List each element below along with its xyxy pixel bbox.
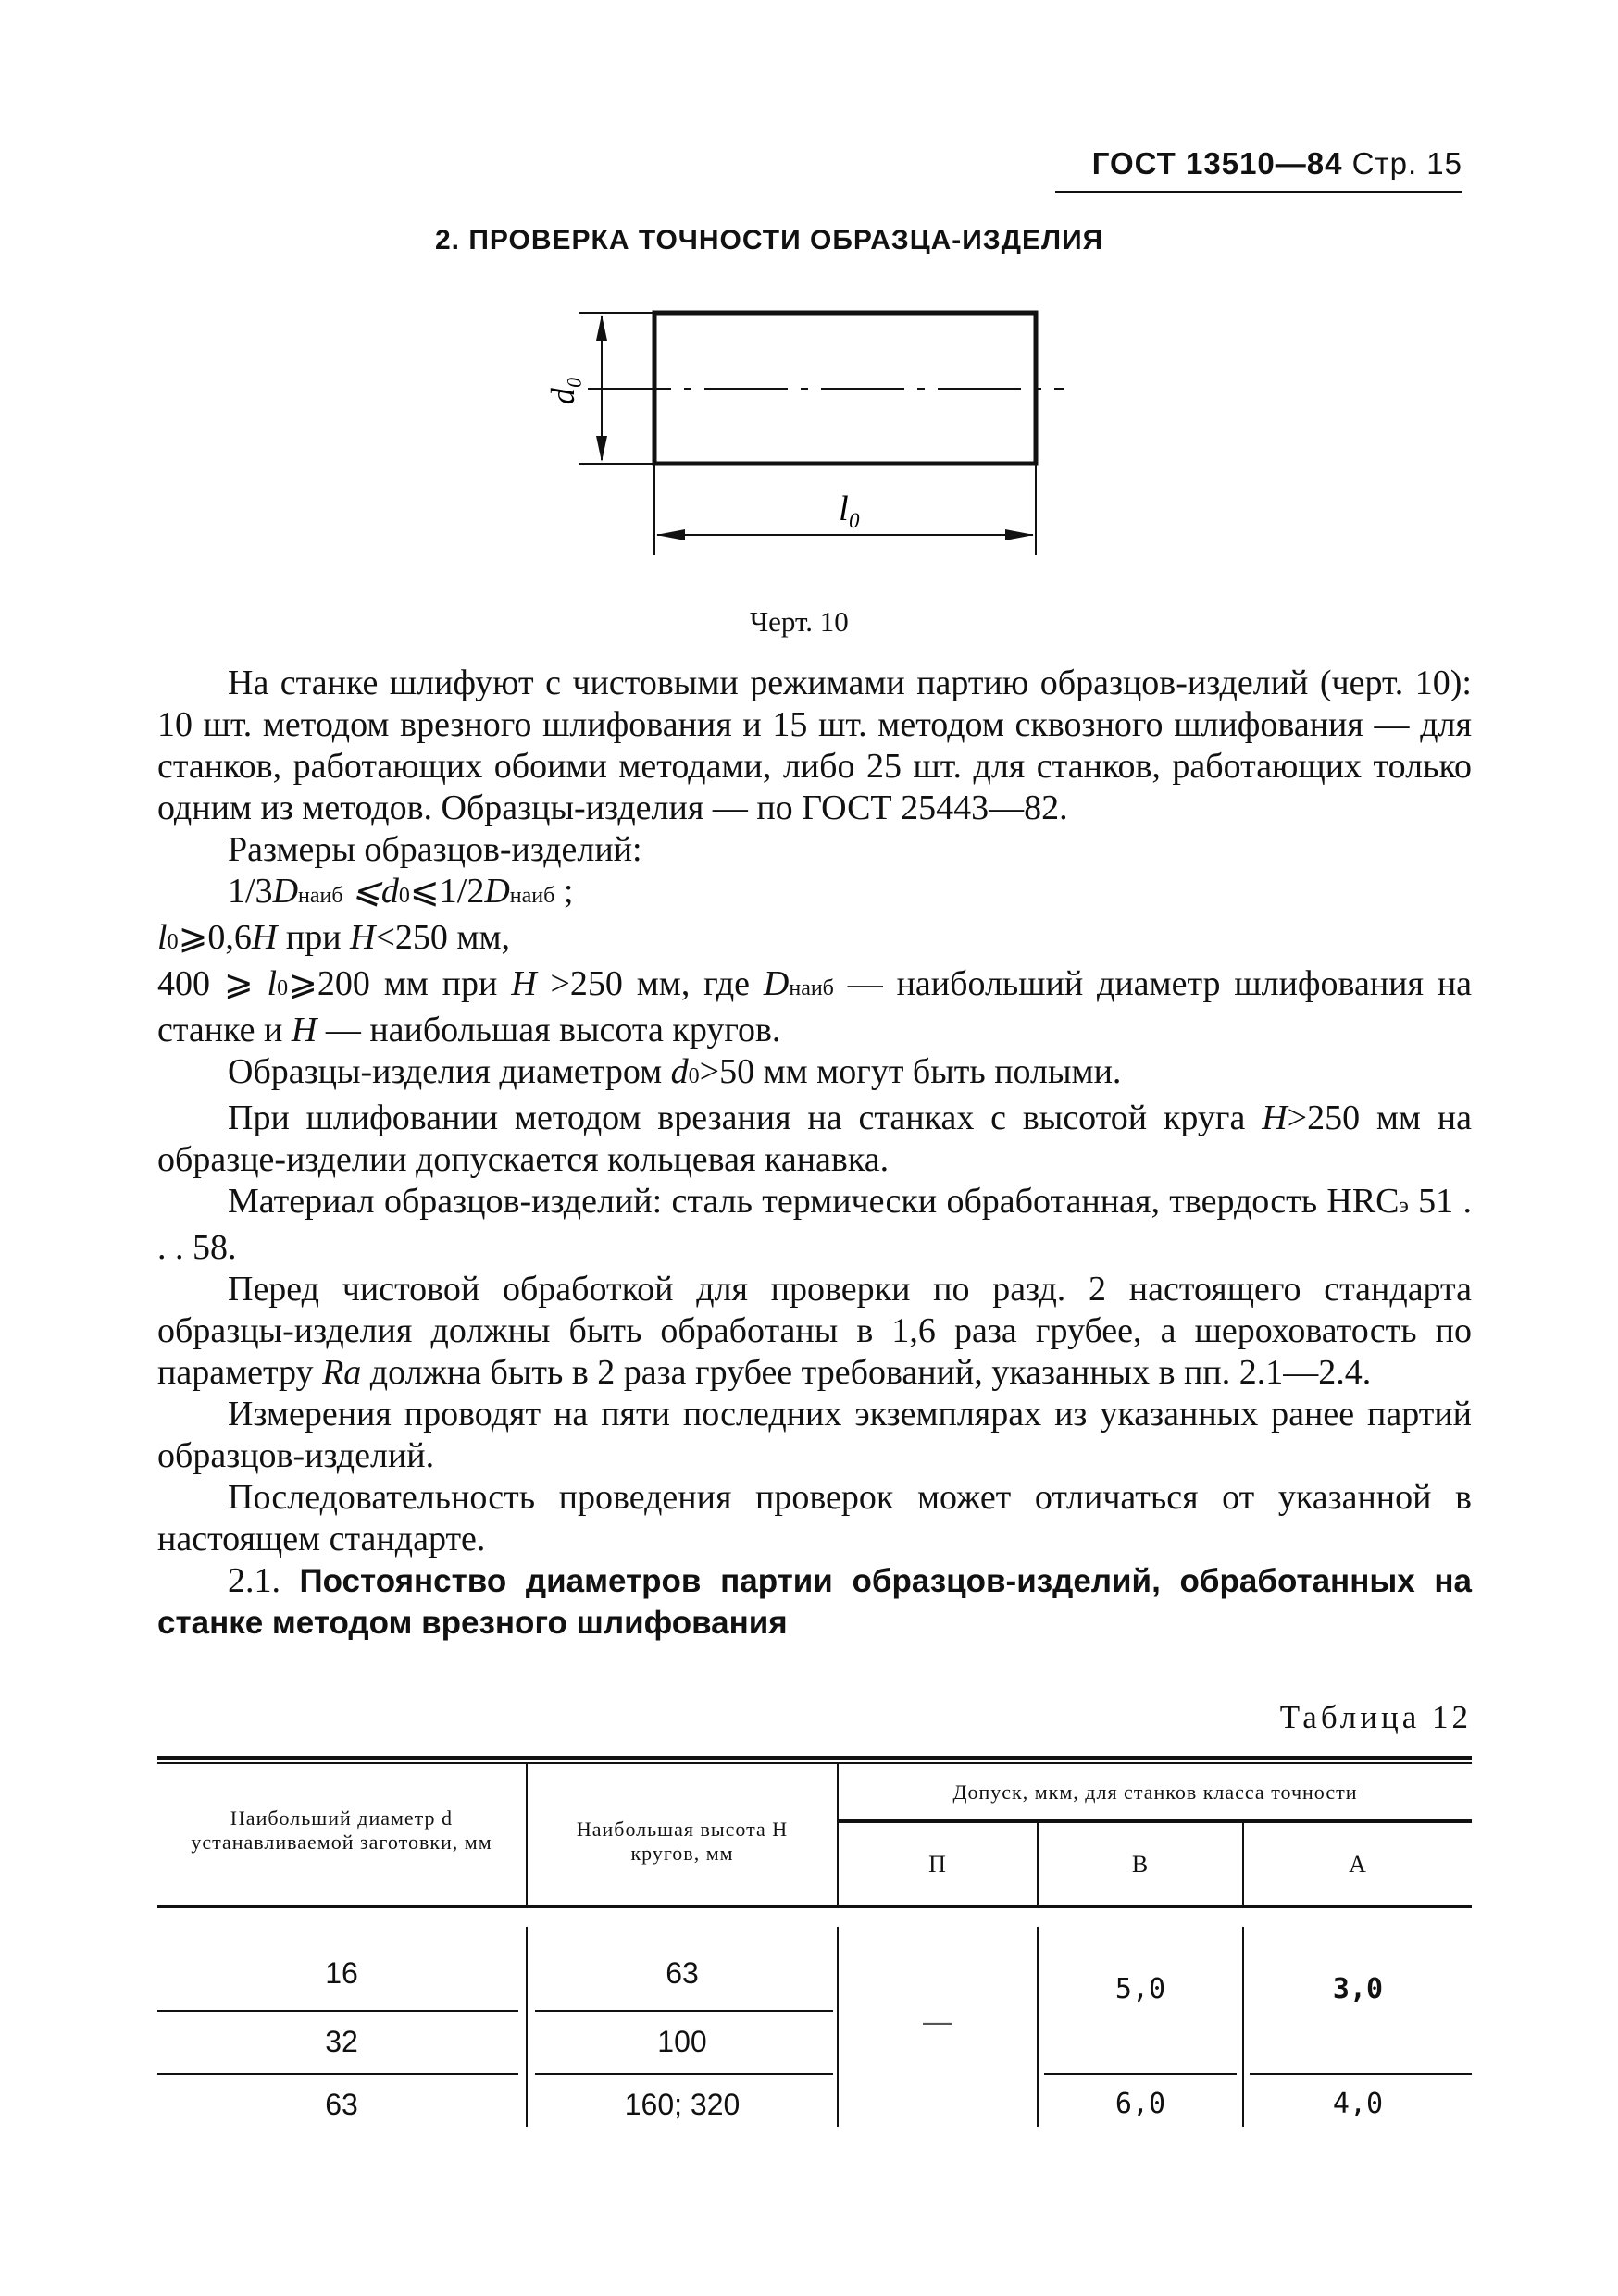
d-label: d₀ xyxy=(544,376,581,405)
class-a-value-1: 3,0 xyxy=(1332,1973,1384,2005)
formula-2: l0⩾0,6H при H<250 мм, xyxy=(157,918,511,957)
row-2-height: 100 xyxy=(657,2025,707,2058)
class-a-header: А xyxy=(1349,1851,1367,1878)
class-v-header: В xyxy=(1131,1851,1150,1878)
table-12 xyxy=(157,1756,1472,2127)
col-header-height: Наибольшая высота H кругов, мм xyxy=(576,1818,789,1865)
paragraph-4: При шлифовании методом врезания на станках с высотой круга H>250 мм на образце-изделии допускается кольцевая канавка. xyxy=(157,1098,1473,1179)
class-p-value: — xyxy=(923,2004,952,2038)
row-3-height: 160; 320 xyxy=(624,2088,741,2121)
row-1-height: 63 xyxy=(666,1956,699,1990)
header-rule xyxy=(1055,191,1462,193)
page-header xyxy=(1055,146,1462,181)
specimen-drawing xyxy=(518,287,1092,583)
paragraph-7: Измерения проводят на пяти последних экземплярах из указанных ранее партий образцов-изделий. xyxy=(157,1395,1472,1475)
l-label: l₀ xyxy=(839,490,861,528)
class-v-value-1: 5,0 xyxy=(1114,1973,1166,2005)
paragraph-8: Последовательность проведения проверок может отличаться от указанной в настоящем стандарте. xyxy=(157,1478,1472,1558)
formula-1: 1/3Dнаиб ⩽d0⩽1/2Dнаиб ; xyxy=(228,872,574,911)
figure-caption: Черт. 10 xyxy=(750,605,849,638)
section-title: 2. ПРОВЕРКА ТОЧНОСТИ ОБРАЗЦА-ИЗДЕЛИЯ xyxy=(435,225,1104,255)
formula-3: 400 ⩾ l0⩾200 мм при H >250 мм, где Dнаиб — наибольший диаметр шлифования на станке и H — наибольшая высота кругов. xyxy=(157,964,1473,1049)
paragraph-1: На станке шлифуют с чистовыми режимами партию образцов-изделий (черт. 10): 10 шт. методом врезного шлифования и 15 шт. методом сквозного шлифования — для станков, работающих обоими методами, либо 25 шт. для станков, работающих только одним из методов. Образцы-изделия — по ГОСТ 25443—82. xyxy=(157,664,1472,827)
paragraph-6: Перед чистовой обработкой для проверки по разд. 2 настоящего стандарта образцы-изделия должны быть обработаны в 1,6 раза грубее, а шероховатость по параметру Ra должна быть в 2 раза грубее требований, указанных в пп. 2.1—2.4. xyxy=(157,1270,1472,1392)
row-1-diameter: 16 xyxy=(325,1956,358,1990)
class-p-header: П xyxy=(928,1851,947,1878)
row-2-diameter: 32 xyxy=(325,2025,358,2058)
doc-number: ГОСТ 13510—84 xyxy=(1091,146,1343,180)
paragraph-5: Материал образцов-изделий: сталь термически обработанная, твердость HRCэ 51 . . . 58. xyxy=(157,1182,1473,1267)
class-v-value-2: 6,0 xyxy=(1114,2088,1166,2120)
paragraph-2: Размеры образцов-изделий: xyxy=(228,830,642,869)
class-a-value-2: 4,0 xyxy=(1332,2088,1384,2120)
row-3-diameter: 63 xyxy=(325,2088,358,2121)
paragraph-9: 2.1. Постоянство диаметров партии образцов-изделий, обработанных на станке методом врезного шлифования xyxy=(157,1561,1472,1641)
table-label: Таблица 12 xyxy=(1279,1699,1472,1735)
col-header-tolerance: Допуск, мкм, для станков класса точности xyxy=(952,1781,1358,1804)
body-text xyxy=(157,663,1472,1644)
page-number: Стр. 15 xyxy=(1351,146,1462,180)
paragraph-3: Образцы-изделия диаметром d0>50 мм могут быть полыми. xyxy=(228,1052,1122,1091)
col-header-diameter: Наибольший диаметр d устанавливаемой заготовки, мм xyxy=(191,1806,492,1854)
